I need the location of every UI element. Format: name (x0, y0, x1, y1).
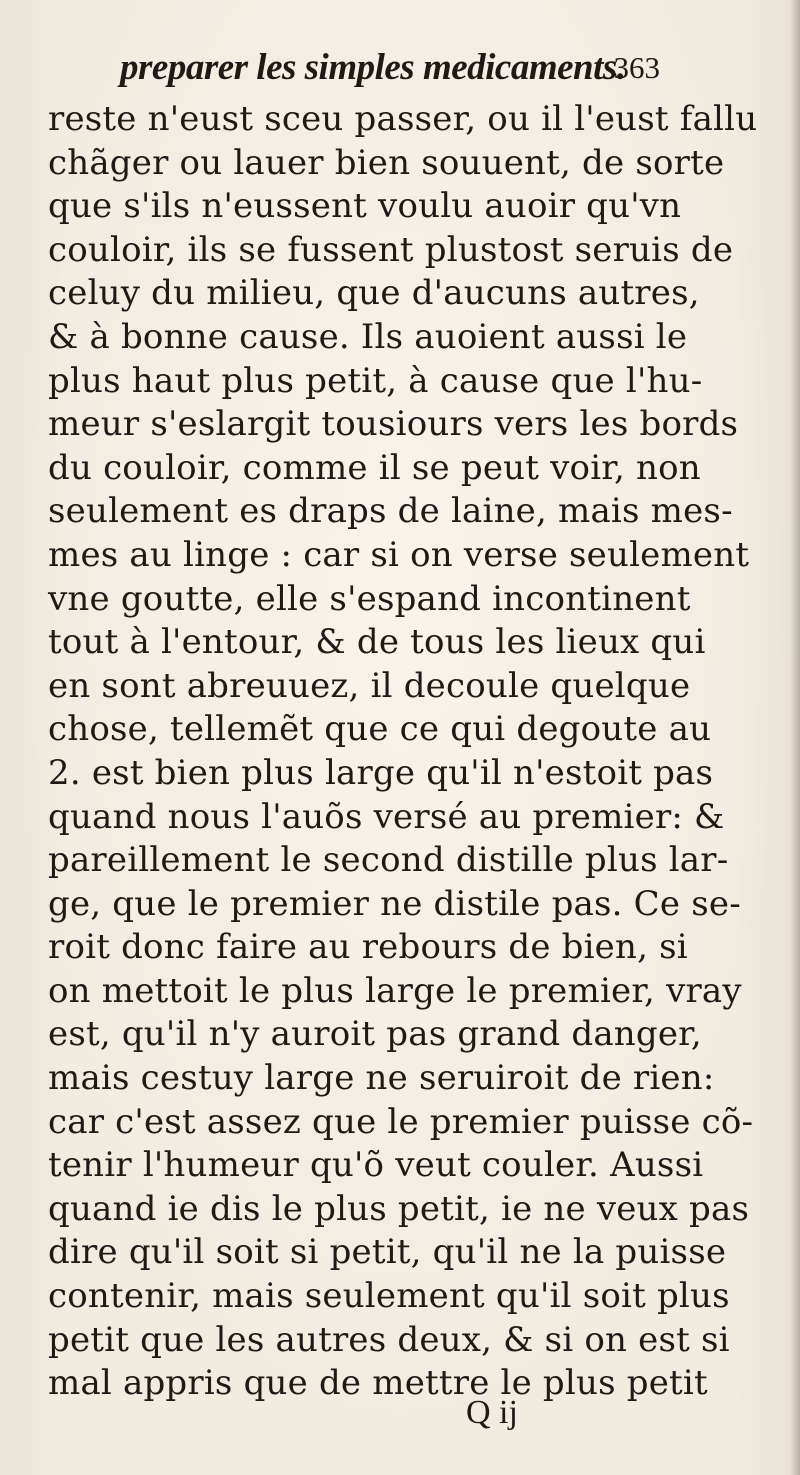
text-line: couloir, ils se fussent plustost seruis de (48, 229, 734, 270)
text-line: du couloir, comme il se peut voir, non (48, 447, 701, 488)
text-line: reste n'eust sceu passer, ou il l'eust fallu (48, 99, 758, 139)
page-edge-shadow (790, 0, 800, 1475)
text-line: dire qu'il soit si petit, qu'il ne la puisse (48, 1232, 727, 1273)
text-line: vne goutte, elle s'espand incontinent (48, 578, 691, 619)
text-line: quand ie dis le plus petit, ie ne veux pas (48, 1188, 750, 1229)
page-number: 363 (613, 50, 660, 85)
text-line: mais cestuy large ne seruiroit de rien: (48, 1058, 715, 1099)
text-line: que s'ils n'eussent voulu auoir qu'vn (48, 186, 682, 227)
text-line: plus haut plus petit, à cause que l'hu- (48, 360, 703, 401)
text-line: seulement es draps de laine, mais mes- (48, 491, 733, 532)
signature-mark: Q ij (466, 1394, 518, 1431)
text-line: chãger ou lauer bien souuent, de sorte (48, 142, 725, 183)
body-text (48, 98, 758, 1406)
text-line: car c'est assez que le premier puisse cõ- (48, 1101, 754, 1142)
text-line: chose, tellemẽt que ce qui degoute au (48, 709, 712, 750)
text-line: mal appris que de mettre le plus petit (48, 1363, 708, 1404)
running-head (120, 40, 660, 90)
text-line: & à bonne cause. Ils auoient aussi le (48, 316, 688, 357)
text-line: quand nous l'auõs versé au premier: & (48, 796, 725, 837)
text-line: ge, que le premier ne distile pas. Ce se- (48, 883, 741, 924)
text-line: on mettoit le plus large le premier, vray (48, 970, 742, 1011)
text-line: petit que les autres deux, & si on est si (48, 1319, 730, 1360)
text-line: en sont abreuuez, il decoule quelque (48, 665, 691, 706)
running-title: preparer les simples medicaments. (120, 47, 626, 88)
text-line: meur s'eslargit tousiours vers les bords (48, 404, 739, 445)
text-line: 2. est bien plus large qu'il n'estoit pas (48, 752, 714, 793)
text-line: roit donc faire au rebours de bien, si (48, 927, 688, 968)
text-line: est, qu'il n'y auroit pas grand danger, (48, 1014, 702, 1055)
text-line: celuy du milieu, que d'aucuns autres, (48, 273, 700, 314)
text-line: tout à l'entour, & de tous les lieux qui (48, 622, 706, 663)
text-line: tenir l'humeur qu'õ veut couler. Aussi (48, 1145, 704, 1186)
text-line: pareillement le second distille plus lar- (48, 840, 729, 881)
text-line: mes au linge : car si on verse seulement (48, 534, 750, 575)
text-line: contenir, mais seulement qu'il soit plus (48, 1276, 730, 1317)
